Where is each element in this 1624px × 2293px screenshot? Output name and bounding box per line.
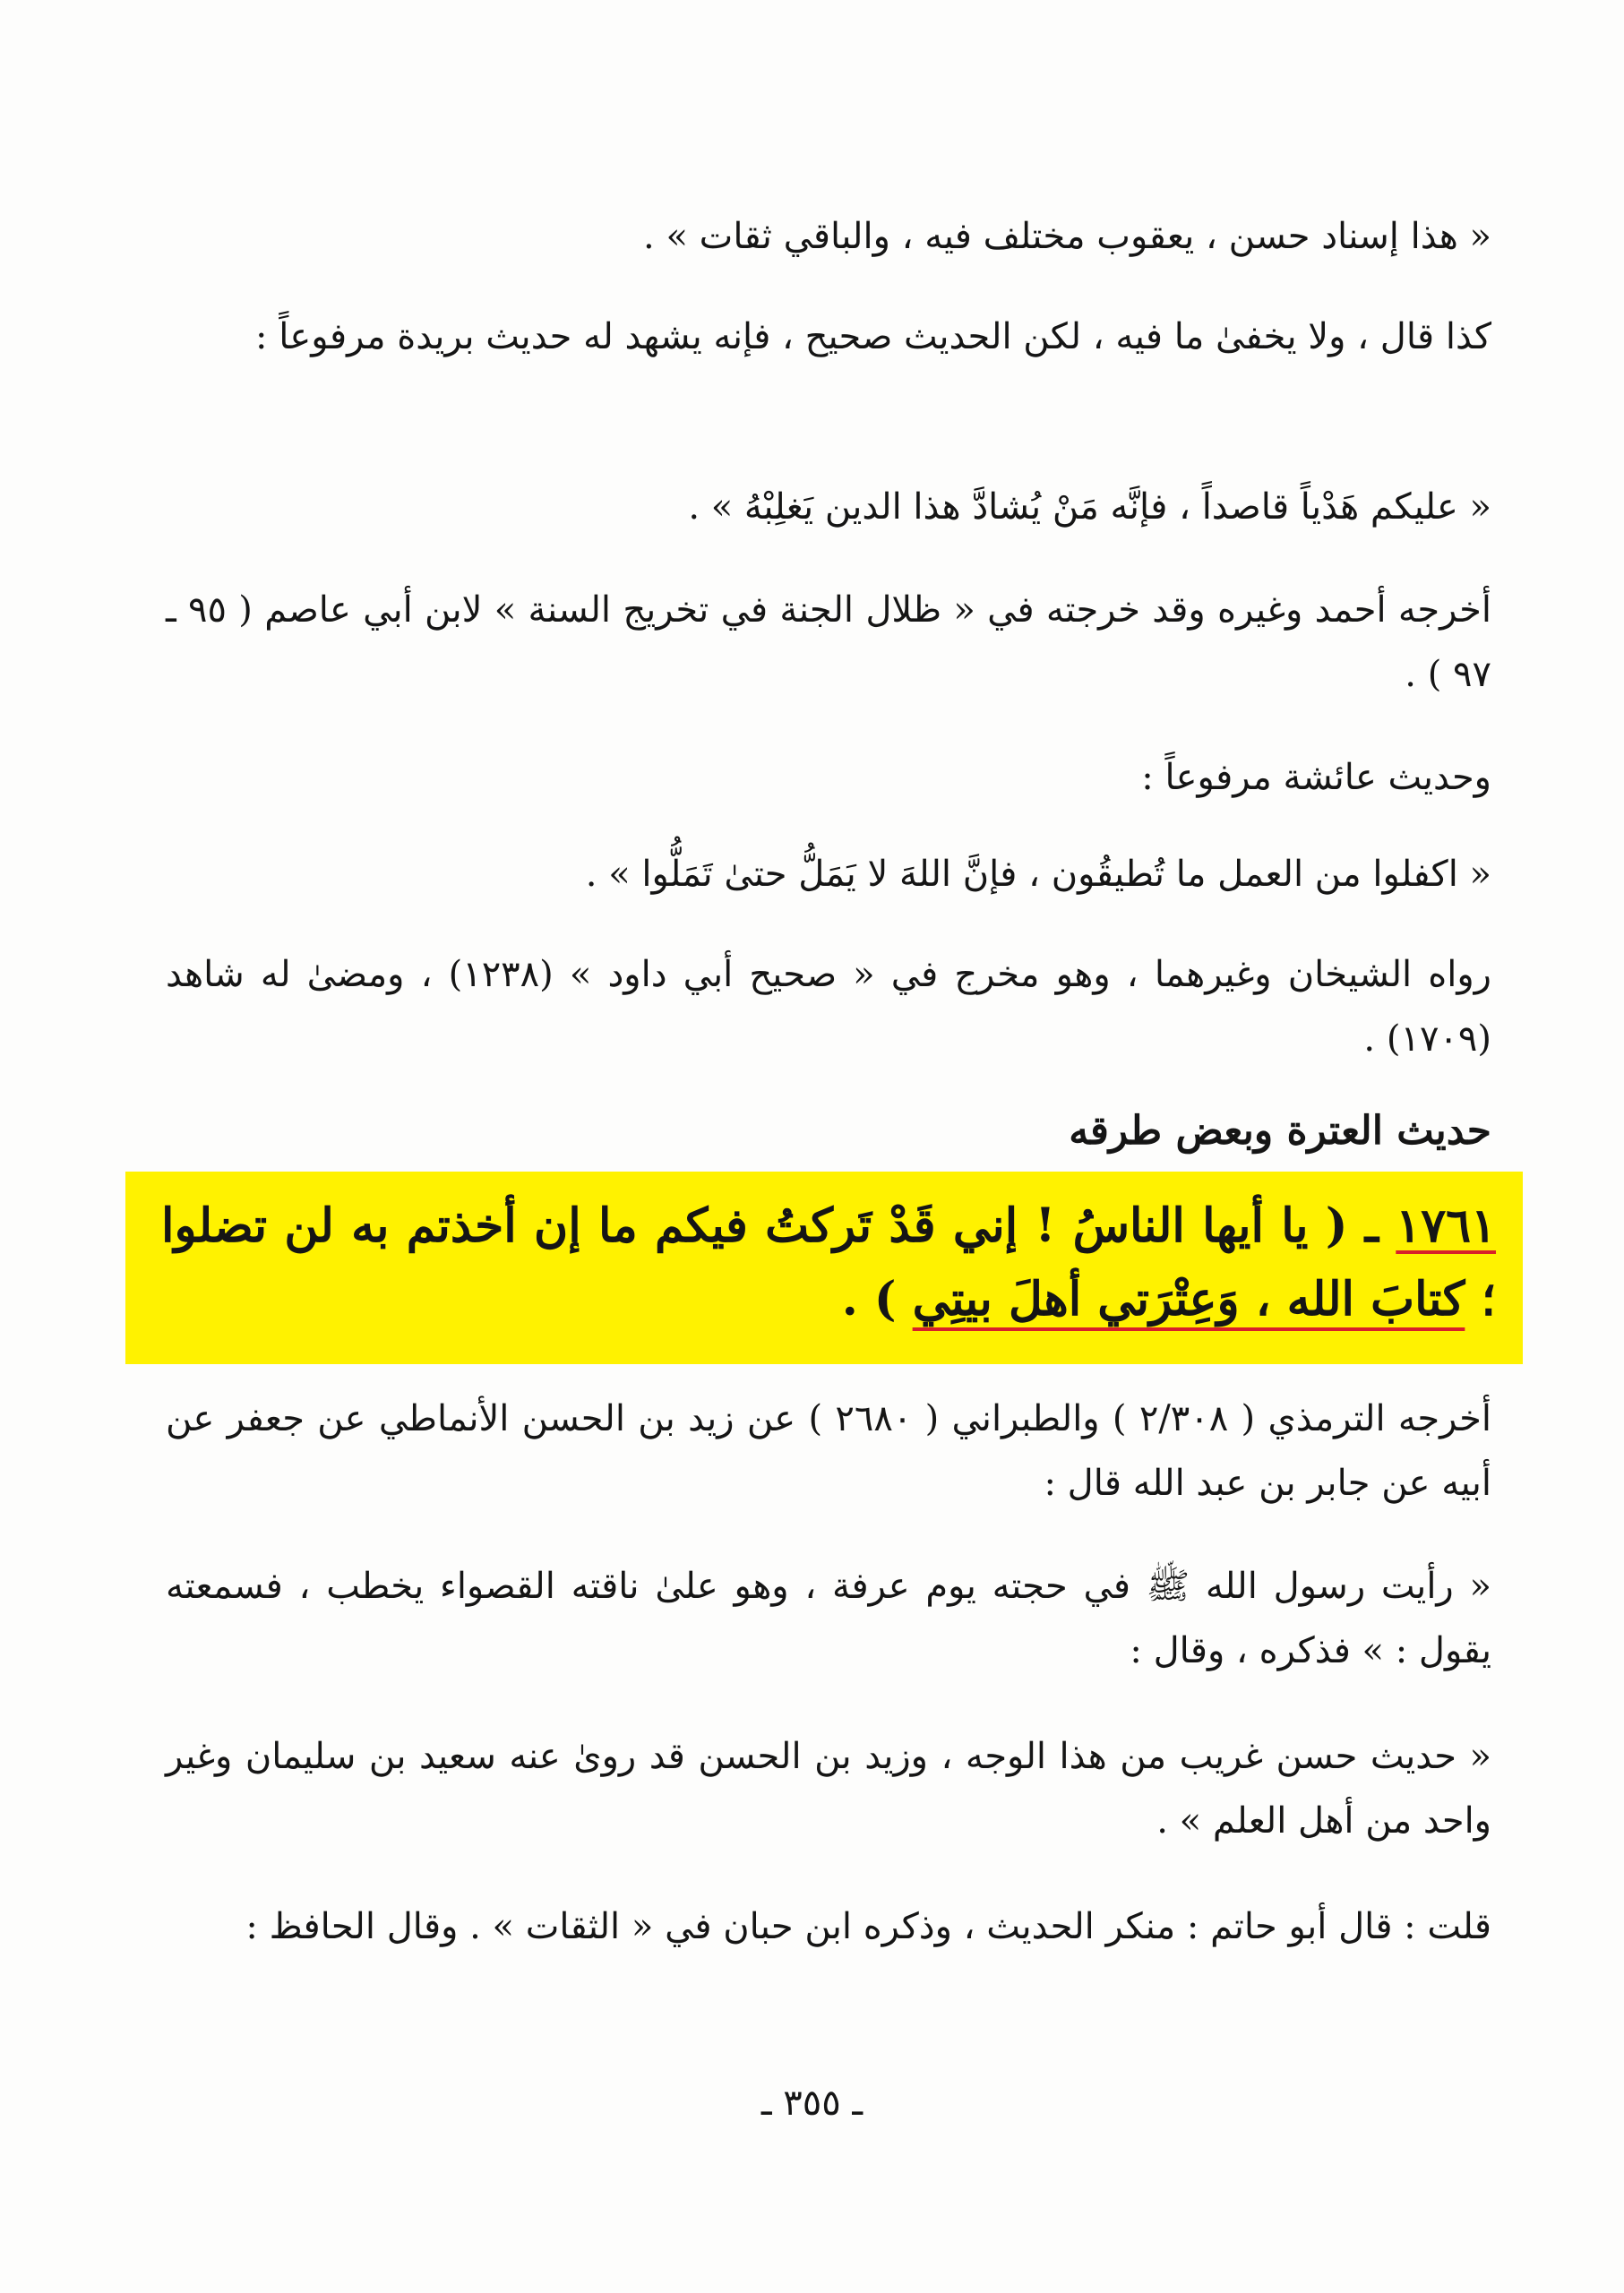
- quote-paragraph-guidance: « عليكم هَدْياً قاصداً ، فإنَّه مَنْ يُشادَّ هذا الدين يَغلِبْهُ » .: [688, 486, 1491, 528]
- hadith-underlined-phrase: كتابَ الله ، وَعِتْرَتي أهلَ بيتِي: [912, 1272, 1465, 1327]
- hadith-1761-text: [161, 1189, 1496, 1336]
- hadith-number: ١٧٦١: [1396, 1198, 1497, 1253]
- hadith-separator: ـ: [1364, 1198, 1379, 1253]
- commentary-tirmidhi: أخرجه الترمذي ( ٢/٣٠٨ ) والطبراني ( ٢٦٨٠ ) عن زيد بن الحسن الأنماطي عن جعفر عن أبيه عن جابر بن عبد الله قال :: [166, 1398, 1491, 1504]
- paragraph-ahmad-reference: أخرجه أحمد وغيره وقد خرجته في « ظلال الجنة في تخريج السنة » لابن أبي عاصم ( ٩٥ ـ ٩٧ ) .: [166, 589, 1491, 695]
- paragraph-buraidah-witness: كذا قال ، ولا يخفىٰ ما فيه ، لكن الحديث صحيح ، فإنه يشهد له حديث بريدة مرفوعاً :: [255, 316, 1491, 357]
- quote-paragraph-isnad: « هذا إسناد حسن ، يعقوب مختلف فيه ، والباقي ثقات » .: [643, 216, 1491, 257]
- commentary-hasan-gharib: « حديث حسن غريب من هذا الوجه ، وزيد بن الحسن قد روىٰ عنه سعيد بن سليمان وغير واحد من أهل العلم » .: [166, 1736, 1491, 1842]
- page-number: ـ ٣٥٥ ـ: [760, 2083, 864, 2124]
- hadith-text-part1: ( يا أيها الناسُ ! إني قَدْ تَركتُ فيكم ما إن أخذتم به لن تضلوا ؛: [161, 1198, 1496, 1327]
- paragraph-shaykhan-reference: رواه الشيخان وغيرهما ، وهو مخرج في « صحيح أبي داود » (١٢٣٨) ، ومضىٰ له شاهد (١٧٠٩) .: [166, 954, 1491, 1060]
- hadith-text-part2: ) .: [841, 1272, 913, 1327]
- commentary-abu-hatim: قلت : قال أبو حاتم : منكر الحديث ، وذكره ابن حبان في « الثقات » . وقال الحافظ :: [245, 1906, 1491, 1947]
- section-heading: حديث العترة وبعض طرقه: [1069, 1108, 1491, 1154]
- commentary-arafah-quote: « رأيت رسول الله ﷺ في حجته يوم عرفة ، وهو علىٰ ناقته القصواء يخطب ، فسمعته يقول : » فذكره ، وقال :: [166, 1566, 1491, 1671]
- quote-paragraph-aisha: « اكفلوا من العمل ما تُطيقُون ، فإنَّ اللهَ لا يَمَلُّ حتىٰ تَمَلُّوا » .: [585, 854, 1491, 895]
- paragraph-aisha-intro: وحديث عائشة مرفوعاً :: [1141, 757, 1491, 798]
